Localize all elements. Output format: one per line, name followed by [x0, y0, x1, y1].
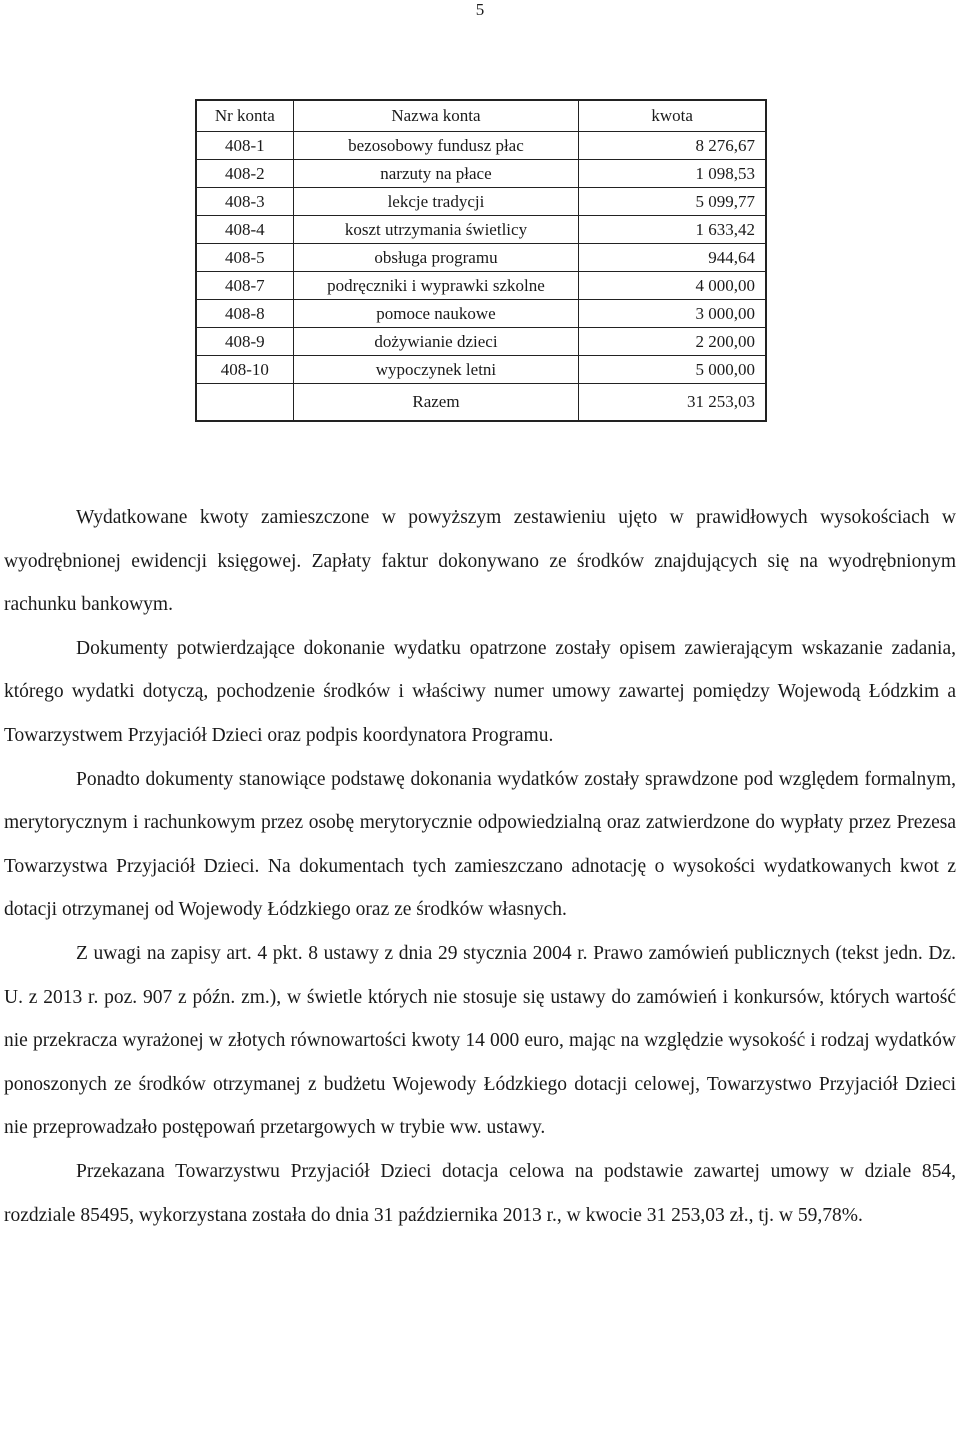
account-name-cell: obsługa programu — [293, 244, 579, 272]
amount-cell: 1 098,53 — [579, 160, 766, 188]
total-amount-cell: 31 253,03 — [579, 384, 766, 422]
table-row — [196, 356, 766, 384]
account-name-cell: dożywianie dzieci — [293, 328, 579, 356]
table-header-row — [196, 100, 766, 132]
account-name-cell: pomoce naukowe — [293, 300, 579, 328]
paragraph-grant-usage: Przekazana Towarzystwu Przyjaciół Dzieci dotacja celowa na podstawie zawartej umowy w dziale 854, rozdziale 85495, wykorzystana została do dnia 31 października 2013 r., w kwocie 31 253,03 zł., tj. w 59,78%. — [4, 1160, 956, 1226]
account-no-cell: 408-10 — [196, 356, 293, 384]
account-no-cell: 408-1 — [196, 132, 293, 160]
table-row — [196, 188, 766, 216]
amount-cell: 4 000,00 — [579, 272, 766, 300]
table-row — [196, 132, 766, 160]
total-label-cell: Razem — [293, 384, 579, 422]
paragraph-expenses: Wydatkowane kwoty zamieszczone w powyższym zestawieniu ujęto w prawidłowych wysokościach w wyodrębnionej ewidencji księgowej. Zapłaty faktur dokonywano ze środków znajdujących się na wyodrębnionym rachunku bankowym. — [4, 507, 956, 616]
amount-cell: 1 633,42 — [579, 216, 766, 244]
table-row — [196, 300, 766, 328]
account-no-cell: 408-3 — [196, 188, 293, 216]
header-amount: kwota — [651, 106, 693, 125]
account-name-cell: bezosobowy fundusz płac — [293, 132, 579, 160]
amount-cell: 5 000,00 — [579, 356, 766, 384]
account-name-cell: lekcje tradycji — [293, 188, 579, 216]
total-empty-cell — [196, 384, 293, 422]
table-row — [196, 272, 766, 300]
body-text — [4, 496, 956, 1237]
table-row — [196, 328, 766, 356]
header-account-name: Nazwa konta — [293, 100, 579, 132]
account-no-cell: 408-5 — [196, 244, 293, 272]
account-no-cell: 408-4 — [196, 216, 293, 244]
table-total-row — [196, 384, 766, 422]
paragraph-documents: Dokumenty potwierdzające dokonanie wydatku opatrzone zostały opisem zawierającym wskazanie zadania, którego wydatki dotyczą, pochodzenie środków i właściwy numer umowy zawartej pomiędzy Wojewodą Łódzkim a Towarzystwem Przyjaciół Dzieci oraz podpis koordynatora Programu. — [4, 637, 956, 746]
amount-cell: 944,64 — [579, 244, 766, 272]
page-number: 5 — [475, 0, 485, 19]
account-no-cell: 408-2 — [196, 160, 293, 188]
account-no-cell: 408-9 — [196, 328, 293, 356]
table-row — [196, 244, 766, 272]
amount-cell: 8 276,67 — [579, 132, 766, 160]
accounts-table — [195, 99, 767, 422]
table-row — [196, 216, 766, 244]
amount-cell: 5 099,77 — [579, 188, 766, 216]
paragraph-procurement: Z uwagi na zapisy art. 4 pkt. 8 ustawy z dnia 29 stycznia 2004 r. Prawo zamówień publicznych (tekst jedn. Dz. U. z 2013 r. poz. 907 z późn. zm.), w świetle których nie stosuje się ustawy do zamówień i konkursów, których wartość nie przekracza wyrażonej w złotych równowartości kwoty 14 000 euro, mając na względzie wysokość i rodzaj wydatków ponoszonych ze środków otrzymanej z budżetu Wojewody Łódzkiego dotacji celowej, Towarzystwo Przyjaciół Dzieci nie przeprowadzało postępowań przetargowych w trybie ww. ustawy. — [4, 942, 956, 1139]
paragraph-verification: Ponadto dokumenty stanowiące podstawę dokonania wydatków zostały sprawdzone pod względem formalnym, merytorycznym i rachunkowym przez osobę merytorycznie odpowiedzialną oraz zatwierdzone do wypłaty przez Prezesa Towarzystwa Przyjaciół Dzieci. Na dokumentach tych zamieszczano adnotację o wysokości wydatkowanych kwot z dotacji otrzymanej od Wojewody Łódzkiego oraz ze środków własnych. — [4, 768, 956, 921]
header-account-no: Nr konta — [196, 100, 293, 132]
account-name-cell: podręczniki i wyprawki szkolne — [293, 272, 579, 300]
account-name-cell: narzuty na płace — [293, 160, 579, 188]
amount-cell: 2 200,00 — [579, 328, 766, 356]
account-no-cell: 408-8 — [196, 300, 293, 328]
account-name-cell: wypoczynek letni — [293, 356, 579, 384]
account-name-cell: koszt utrzymania świetlicy — [293, 216, 579, 244]
amount-cell: 3 000,00 — [579, 300, 766, 328]
table-row — [196, 160, 766, 188]
account-no-cell: 408-7 — [196, 272, 293, 300]
